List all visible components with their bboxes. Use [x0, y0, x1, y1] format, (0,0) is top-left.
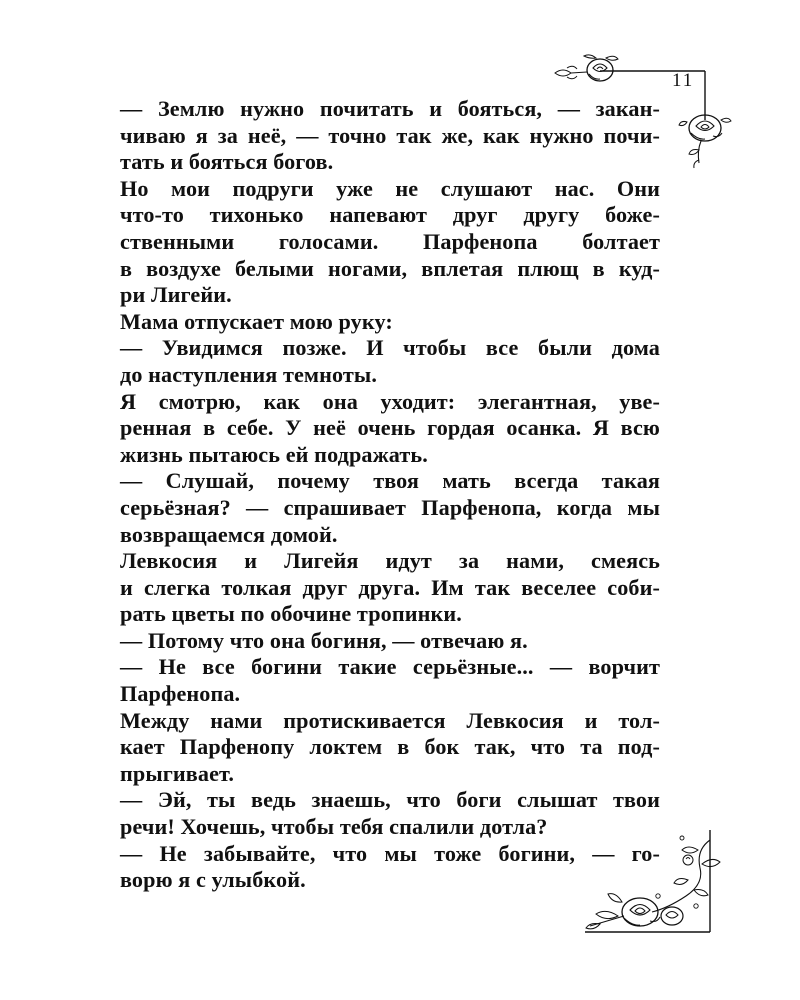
text-line: Я смотрю, как она уходит: элегантная, уве- — [120, 388, 660, 414]
text-line: ворю я с улыбкой. — [120, 867, 306, 893]
text-line: — Землю нужно почитать и бояться, — закан- — [120, 96, 660, 121]
text-line: — Не забывайте, что мы тоже богини, — го- — [120, 840, 660, 866]
text-line: что-то тихонько напевают друг другу боже- — [120, 202, 660, 228]
text-line: ренная в себе. У неё очень гордая осанка. Я всю — [120, 415, 660, 441]
rose-corner-ornament-icon — [570, 820, 740, 940]
text-line: жизнь пытаюсь ей подражать. — [120, 441, 428, 467]
text-line: ри Лигейи. — [120, 282, 232, 308]
text-line: возвращаемся домой. — [120, 521, 338, 547]
text-line: речи! Хочешь, чтобы тебя спалили дотла? — [120, 814, 548, 840]
text-line: до наступления темноты. — [120, 361, 378, 387]
text-line: — Слушай, почему твоя мать всегда такая — [120, 468, 660, 494]
text-line: Мама отпускает мою руку: — [120, 308, 393, 334]
text-line: чиваю я за неё, — точно так же, как нужно почи- — [120, 122, 660, 148]
text-line: в воздухе белыми ногами, вплетая плющ в куд- — [120, 255, 660, 281]
text-line: Между нами протискивается Левкосия и тол- — [120, 707, 660, 733]
text-line: тать и бояться богов. — [120, 149, 334, 175]
text-line: и слегка толкая друг друга. Им так веселее соби- — [120, 574, 660, 600]
text-line: — Увидимся позже. И чтобы все были дома — [120, 335, 660, 361]
text-line: — Не все богини такие серьёзные... — ворчит — [120, 654, 660, 680]
text-line: кает Парфенопу локтем в бок так, что та под- — [120, 734, 660, 760]
text-line: Левкосия и Лигейя идут за нами, смеясь — [120, 548, 660, 574]
text-line: серьёзная? — спрашивает Парфенопа, когда мы — [120, 494, 660, 520]
text-line: — Эй, ты ведь знаешь, что боги слышат твои — [120, 787, 660, 813]
text-line: рать цветы по обочине тропинки. — [120, 601, 462, 627]
text-line: — Потому что она богиня, — отвечаю я. — [120, 627, 528, 653]
text-line: Парфенопа. — [120, 681, 241, 707]
page-number: 11 — [672, 70, 695, 91]
text-line: Но мои подруги уже не слушают нас. Они — [120, 175, 660, 201]
body-text — [120, 96, 660, 894]
text-line: ственными голосами. Парфенопа болтает — [120, 228, 660, 254]
text-line: прыгивает. — [120, 760, 235, 786]
